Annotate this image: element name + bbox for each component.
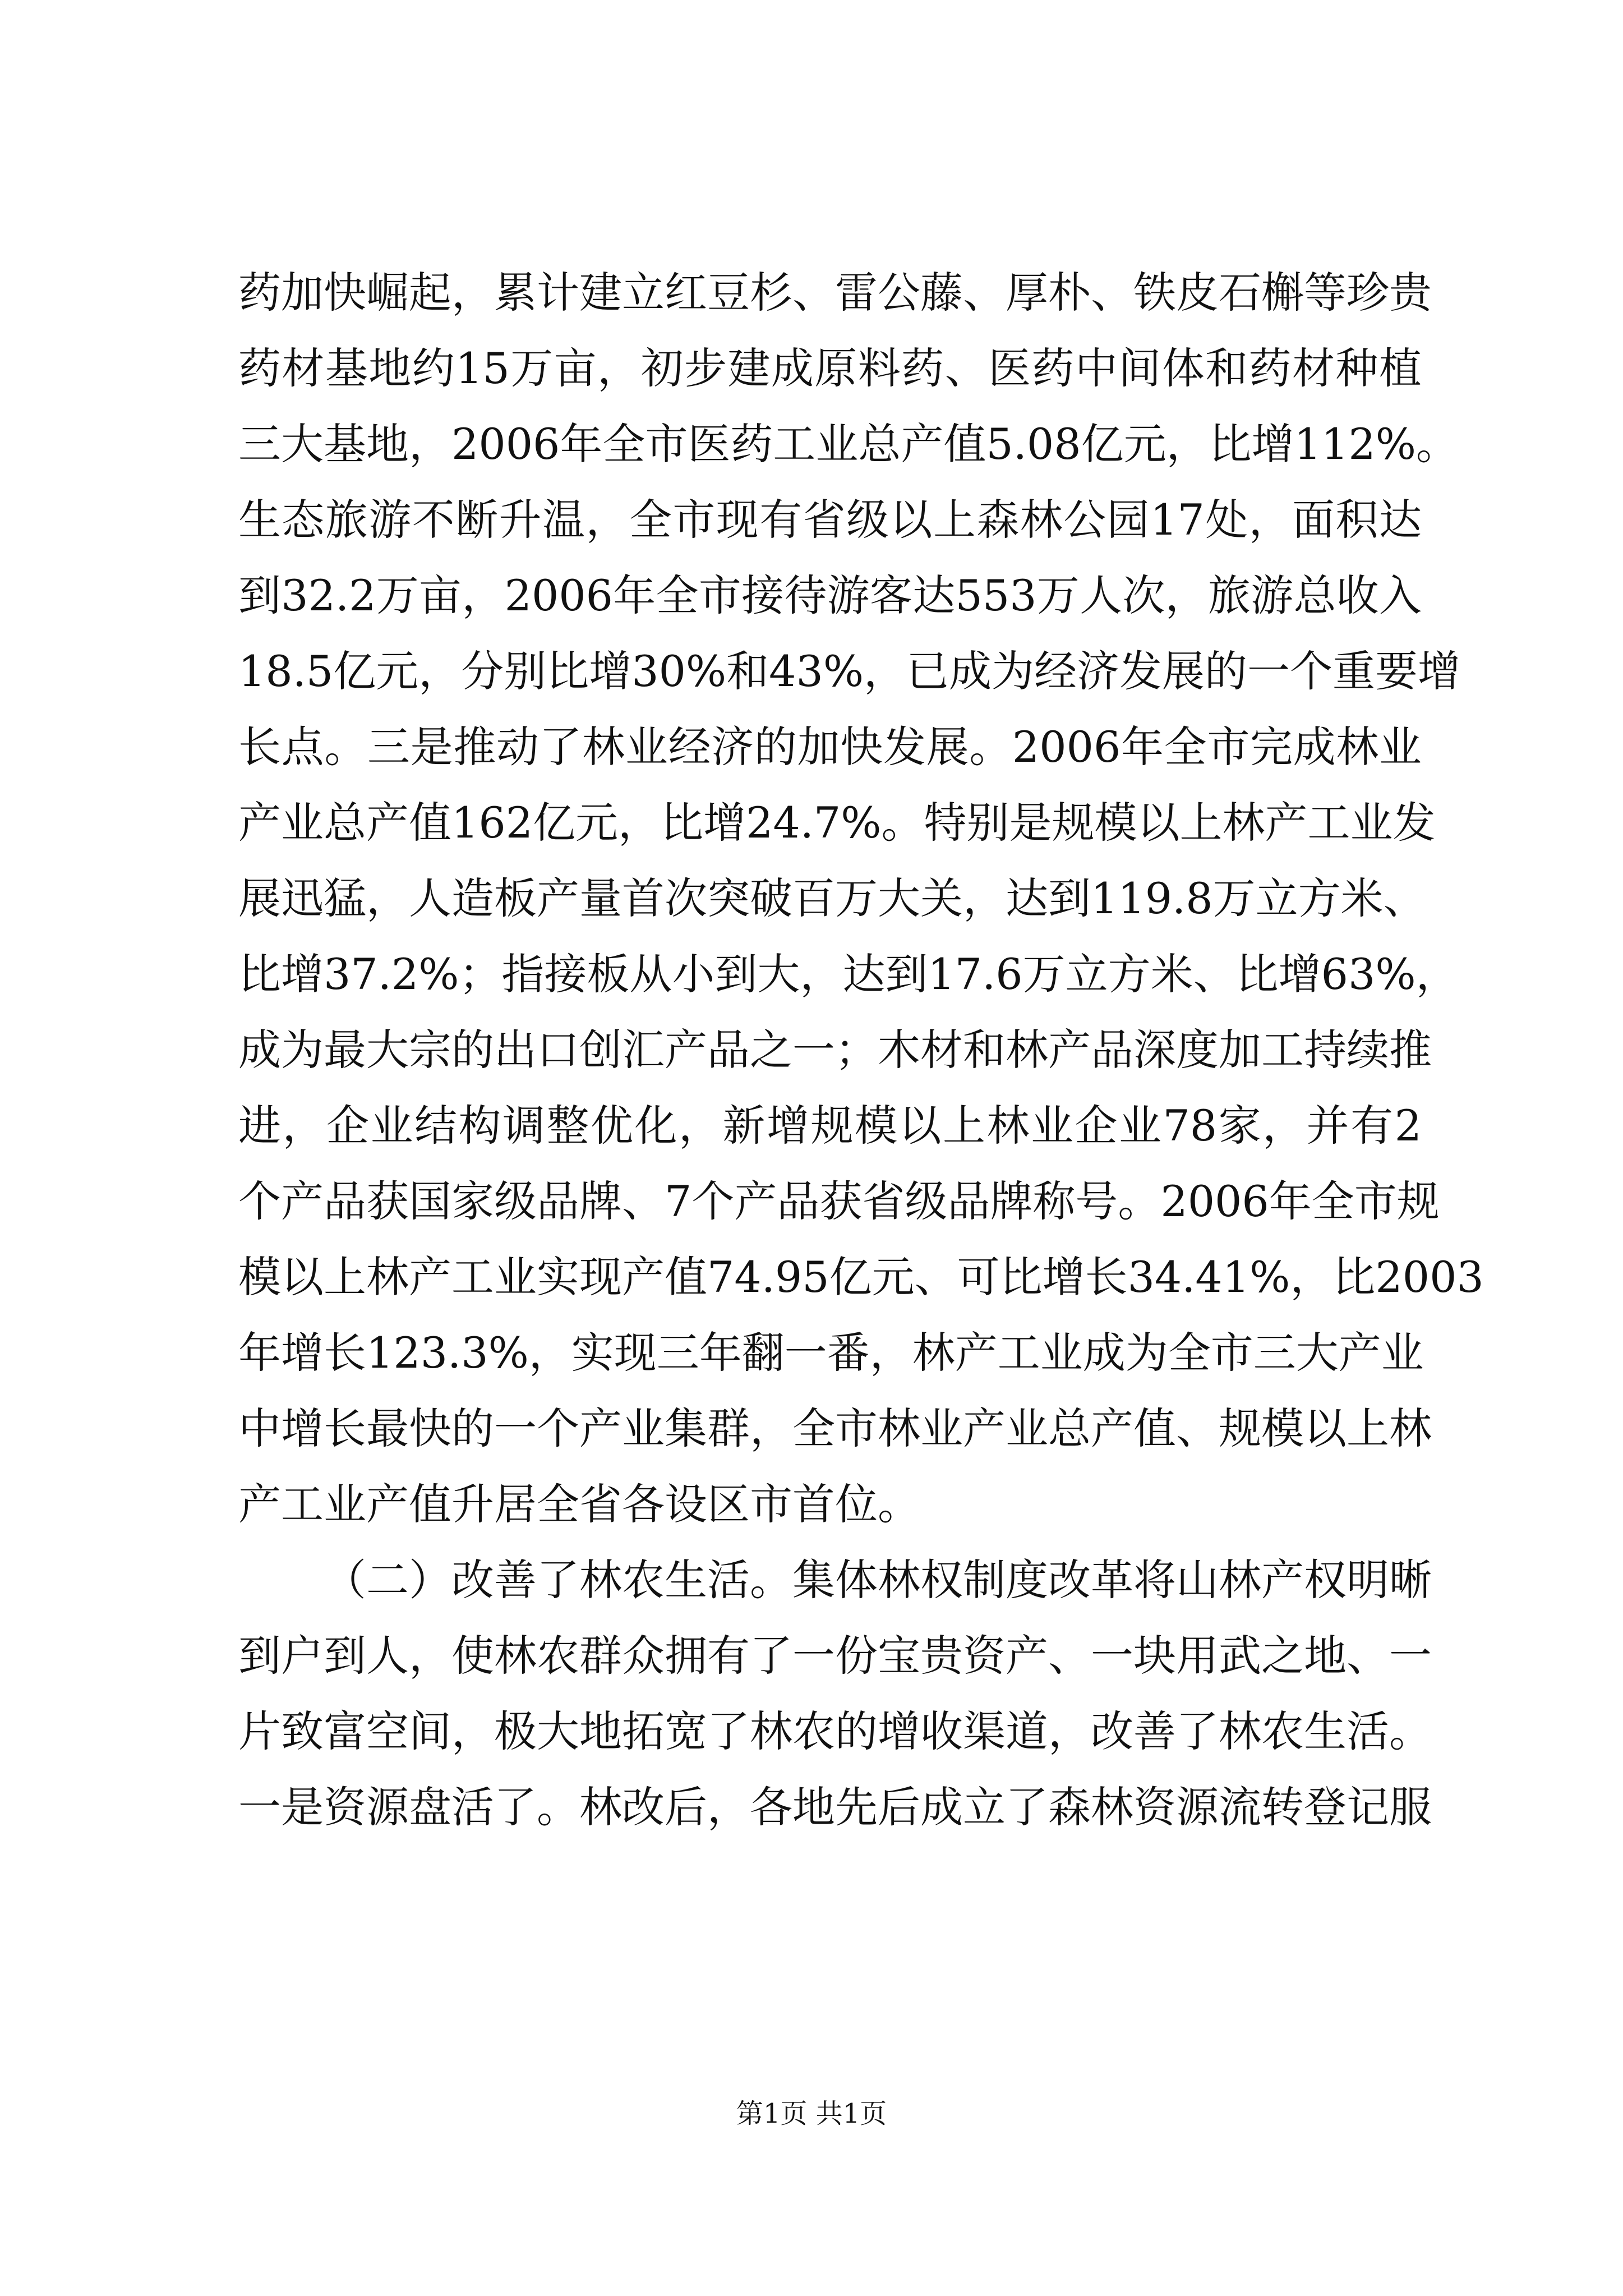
text-line: 一是资源盘活了。林改后，各地先后成立了森林资源流转登记服 bbox=[238, 1782, 1432, 1832]
text-line: 到户到人，使林农群众拥有了一份宝贵资产、一块用武之地、一 bbox=[238, 1631, 1432, 1681]
text-line: 生态旅游不断升温，全市现有省级以上森林公园17处，面积达 bbox=[238, 495, 1422, 545]
text-line: 模以上林产工业实现产值74.95亿元、可比增长34.41%，比2003 bbox=[238, 1252, 1484, 1302]
text-line: 成为最大宗的出口创汇产品之一；木材和林产品深度加工持续推 bbox=[238, 1025, 1432, 1075]
text-line: 长点。三是推动了林业经济的加快发展。2006年全市完成林业 bbox=[238, 722, 1422, 772]
text-line: 进，企业结构调整优化，新增规模以上林业企业78家，并有2 bbox=[238, 1101, 1422, 1151]
page-number-label: 第1页 共1页 bbox=[736, 2098, 887, 2129]
text-line: 比增37.2%；指接板从小到大，达到17.6万立方米、比增63%， bbox=[238, 949, 1459, 999]
text-line: 中增长最快的一个产业集群，全市林业产业总产值、规模以上林 bbox=[238, 1404, 1432, 1453]
text-line: 个产品获国家级品牌、7个产品获省级品牌称号。2006年全市规 bbox=[238, 1176, 1440, 1226]
text-line: 到32.2万亩，2006年全市接待游客达553万人次，旅游总收入 bbox=[238, 570, 1422, 620]
body-text bbox=[238, 255, 1484, 1845]
text-line: 年增长123.3%，实现三年翻一番，林产工业成为全市三大产业 bbox=[238, 1328, 1424, 1378]
section-heading-line: （二）改善了林农生活。集体林权制度改革将山林产权明晰 bbox=[324, 1555, 1432, 1605]
text-line: 产工业产值升居全省各设区市首位。 bbox=[238, 1479, 920, 1529]
text-line: 展迅猛，人造板产量首次突破百万大关，达到119.8万立方米、 bbox=[238, 873, 1426, 923]
text-line: 药材基地约15万亩，初步建成原料药、医药中间体和药材种植 bbox=[238, 343, 1422, 393]
text-line: 产业总产值162亿元，比增24.7%。特别是规模以上林产工业发 bbox=[238, 798, 1436, 848]
text-line: 18.5亿元，分别比增30%和43%，已成为经济发展的一个重要增 bbox=[238, 646, 1461, 696]
text-line: 三大基地，2006年全市医药工业总产值5.08亿元，比增112%。 bbox=[238, 419, 1459, 469]
page-footer bbox=[0, 2097, 1623, 2131]
text-line: 片致富空间，极大地拓宽了林农的增收渠道，改善了林农生活。 bbox=[238, 1706, 1432, 1756]
text-line: 药加快崛起，累计建立红豆杉、雷公藤、厚朴、铁皮石槲等珍贵 bbox=[238, 268, 1432, 318]
